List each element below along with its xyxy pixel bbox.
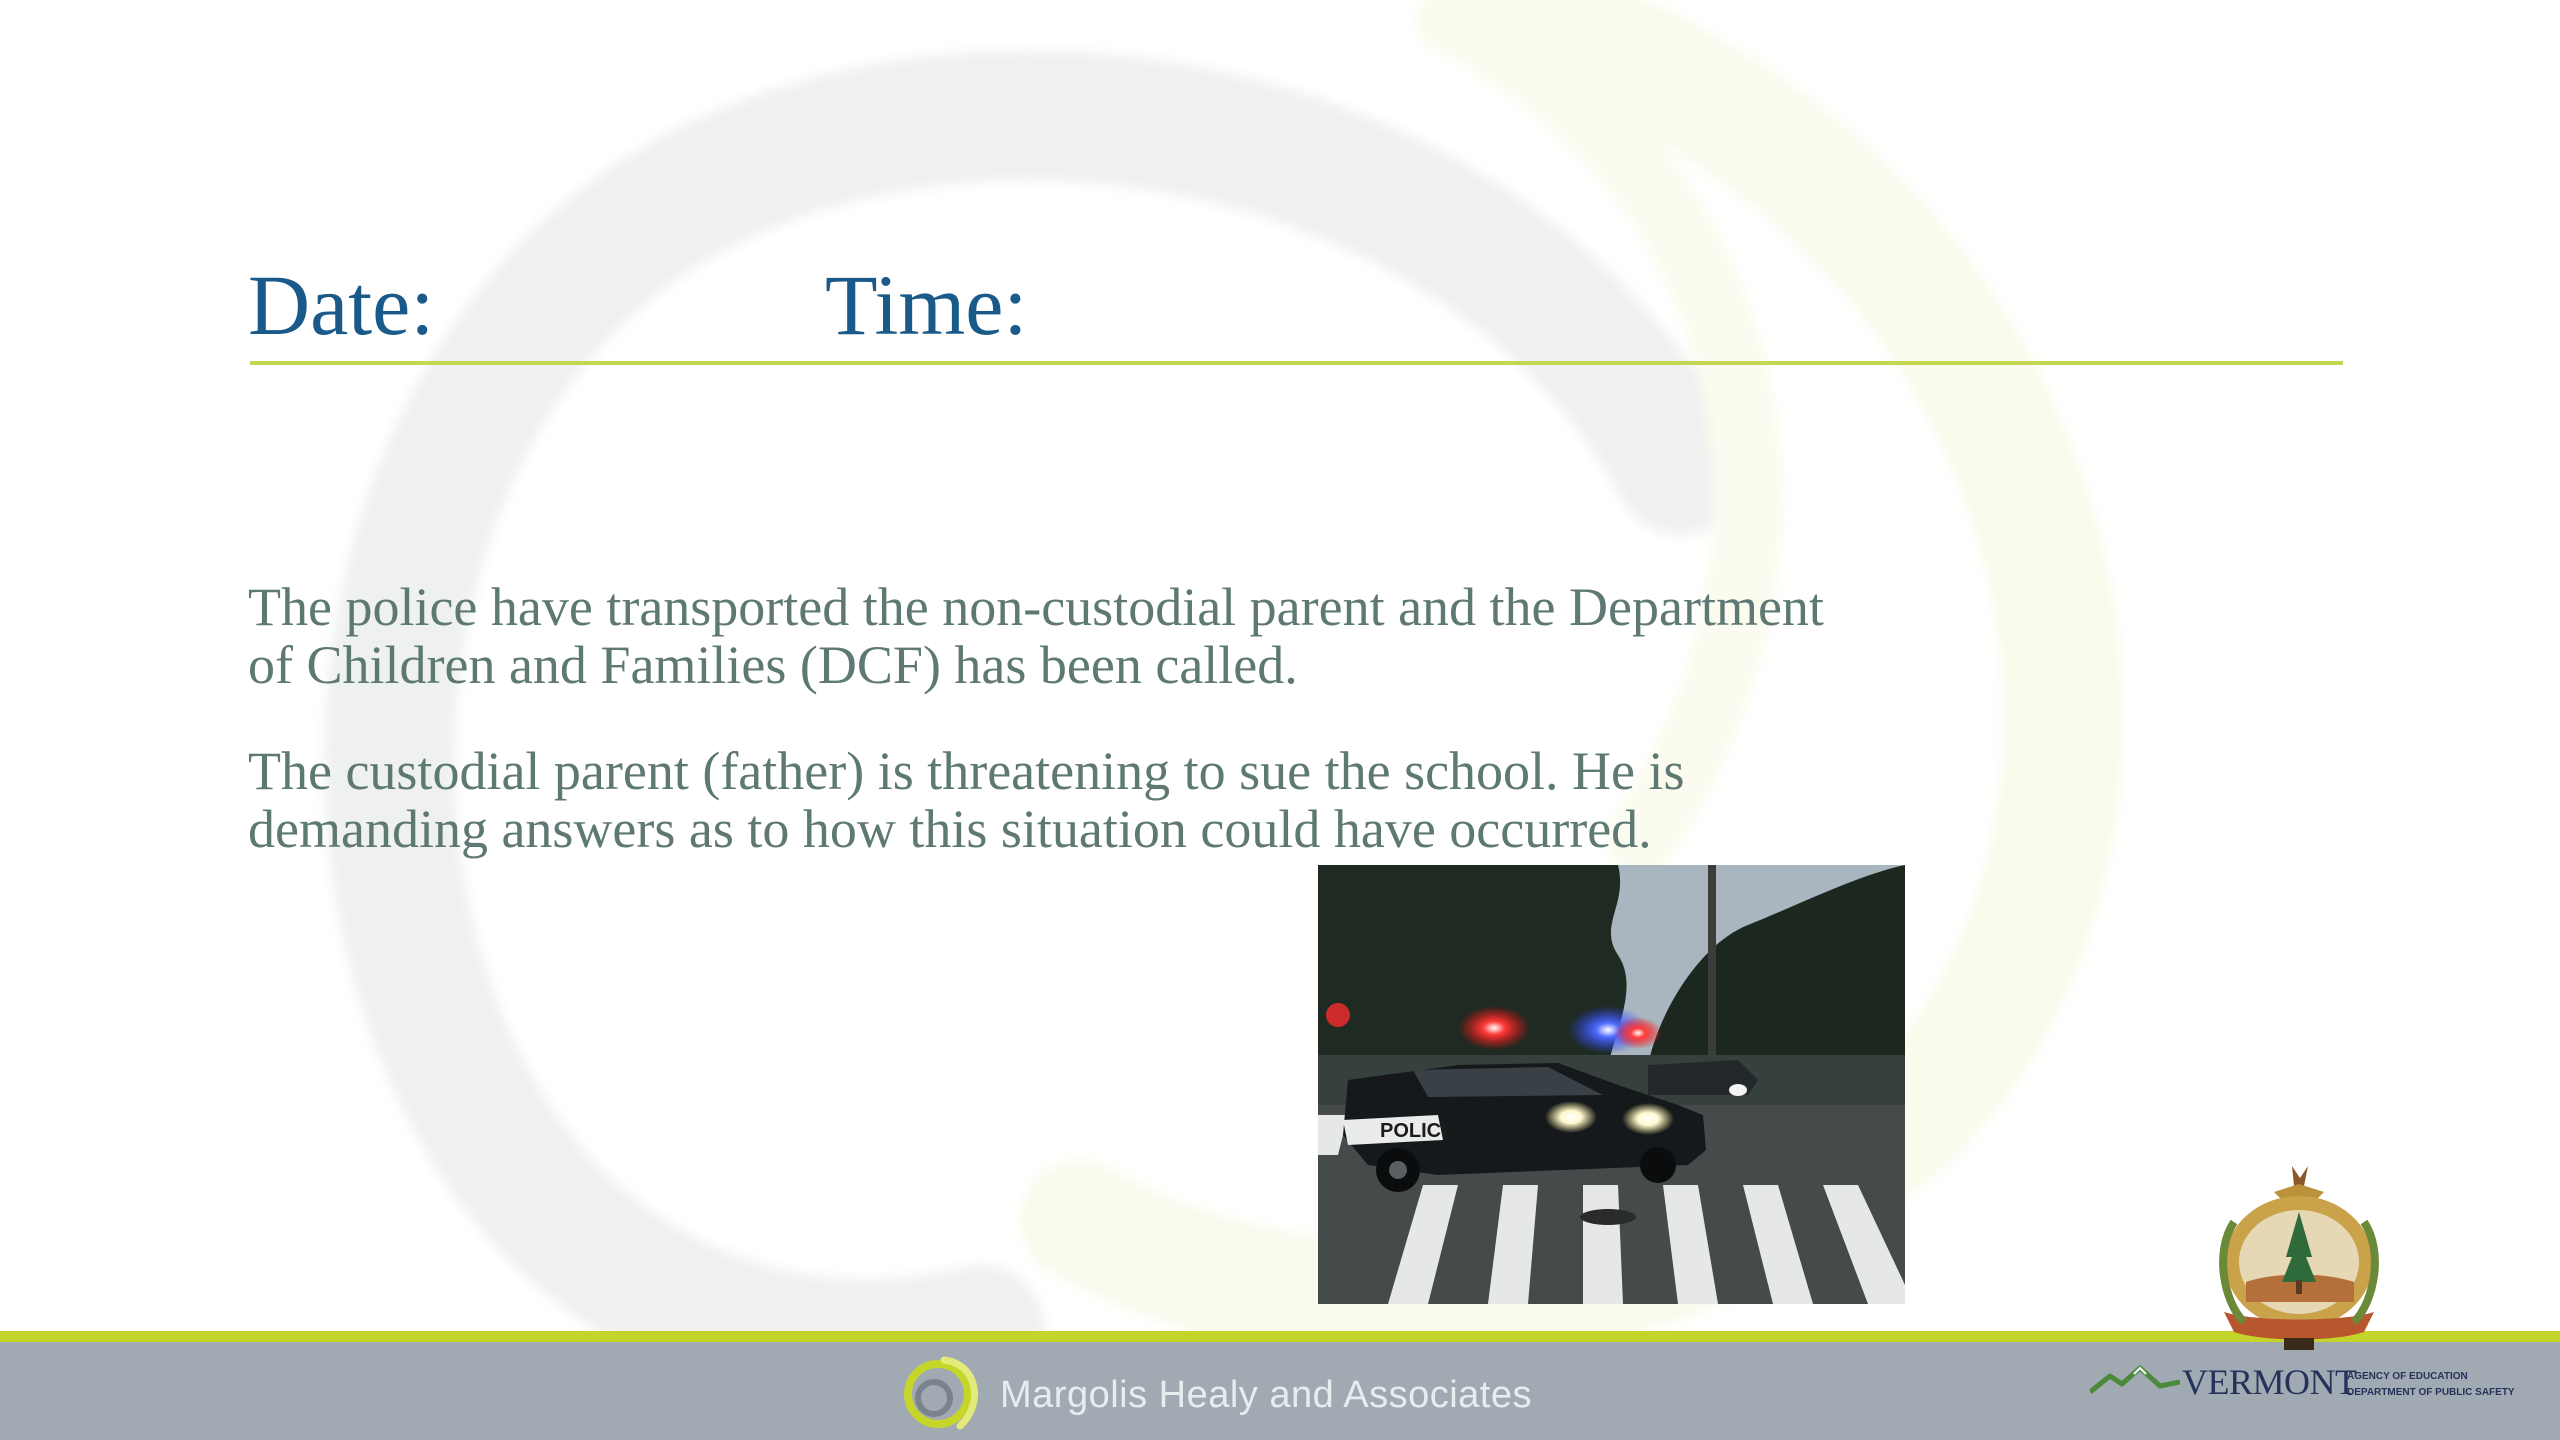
department-of-public-safety-label: DEPARTMENT OF PUBLIC SAFETY — [2347, 1387, 2515, 1398]
body-text — [248, 578, 1838, 906]
footer-accent-line — [0, 1331, 2560, 1342]
police-cars-photo — [1318, 865, 1905, 1304]
paragraph-police-dcf: The police have transported the non-custodial parent and the Department of Children and Families (DCF) has been called. — [248, 577, 1824, 695]
margolis-swirl-logo-icon — [898, 1342, 990, 1440]
agency-of-education-label: AGENCY OF EDUCATION — [2347, 1371, 2468, 1382]
title-divider — [250, 361, 2343, 365]
vermont-departments — [2347, 1369, 2515, 1401]
police-car-decal: POLICE — [1380, 1120, 1455, 1142]
paragraph-custodial-parent: The custodial parent (father) is threatening to sue the school. He is demanding answers as to how this situation could have occurred. — [248, 741, 1685, 859]
date-label: Date: — [248, 257, 435, 353]
vermont-state-seal-icon — [2214, 1162, 2384, 1352]
time-label: Time: — [825, 257, 1028, 353]
vermont-mountain-icon — [2090, 1362, 2180, 1402]
margolis-healy-name: Margolis Healy and Associates — [1000, 1374, 1532, 1416]
vermont-wordmark: VERMONT — [2182, 1362, 2357, 1402]
